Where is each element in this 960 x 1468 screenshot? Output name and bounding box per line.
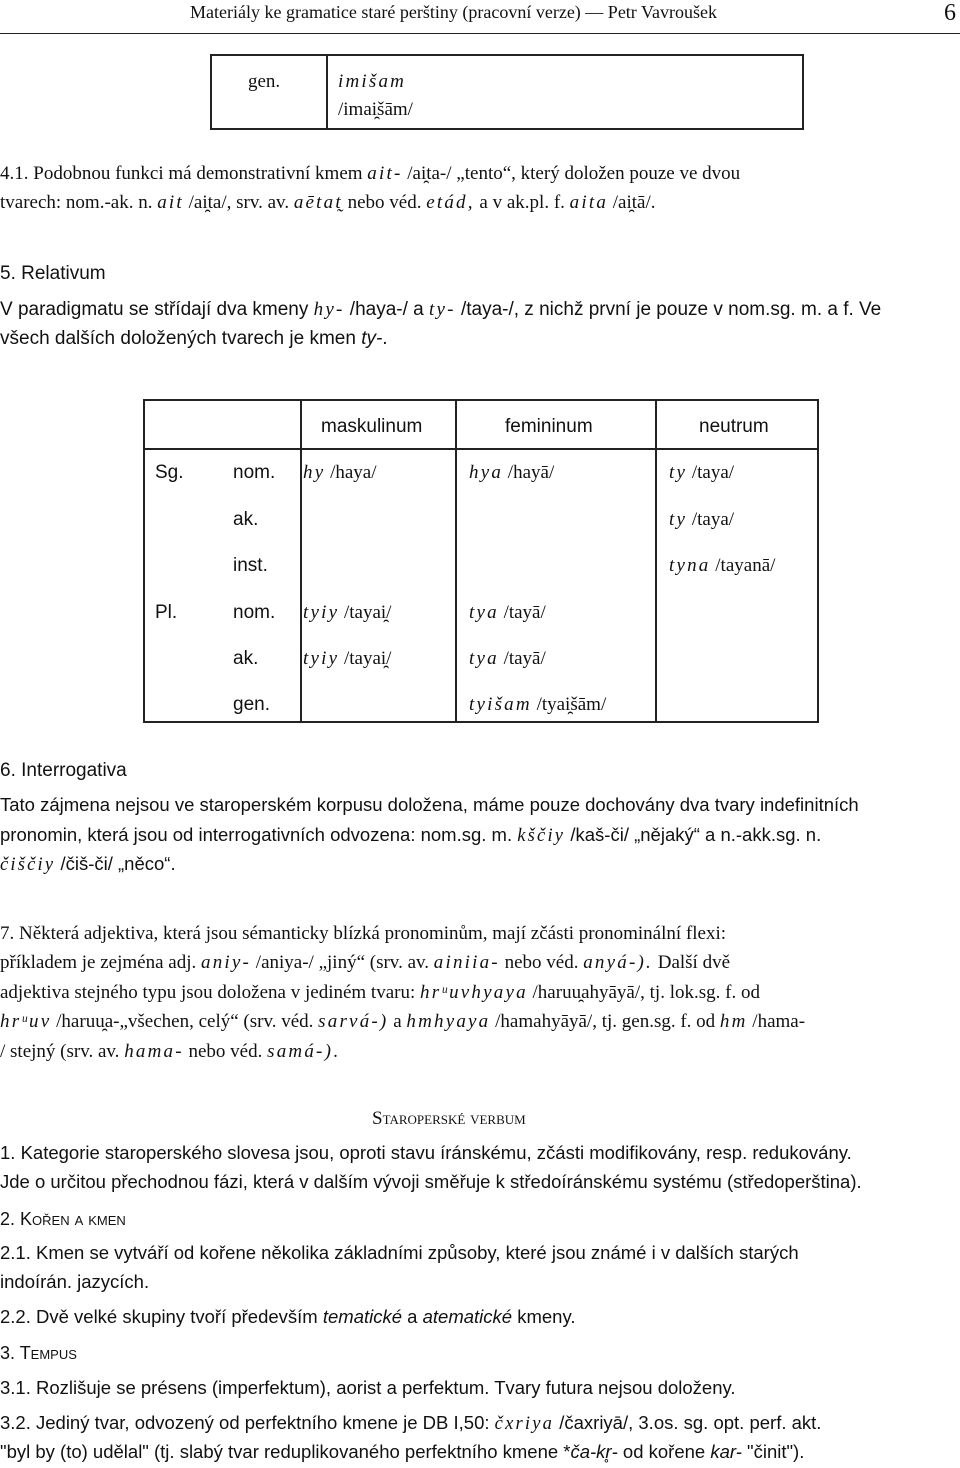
term: hya bbox=[469, 462, 504, 483]
form-cell bbox=[469, 461, 554, 485]
term: tya bbox=[469, 602, 499, 623]
term: čxriya bbox=[494, 1414, 555, 1434]
text: kmeny. bbox=[512, 1306, 576, 1327]
term: ty bbox=[669, 462, 688, 483]
translit: /tayanā/ bbox=[710, 555, 776, 576]
term: ča-kr̥- bbox=[570, 1441, 618, 1462]
table-divider bbox=[326, 56, 328, 128]
verbum-p21-line-2: indoírán. jazycích. bbox=[0, 1271, 150, 1292]
text: /kaš-či/ „nějaký“ a n.-akk.sg. n. bbox=[565, 824, 822, 845]
text: příkladem je zejména adj. bbox=[0, 952, 201, 973]
verbum-p22 bbox=[0, 1305, 960, 1329]
text: /hamahyāyā/, tj. gen.sg. f. od bbox=[490, 1011, 720, 1032]
section-6-line-1: Tato zájmena nejsou ve staroperském korpusu doložena, máme pouze dochovány dva tvary indefinitních bbox=[0, 794, 859, 815]
text: nebo véd. bbox=[342, 192, 427, 213]
text: 4.1. Podobnou funkci má demonstrativní kmem bbox=[0, 163, 368, 184]
case-label: ak. bbox=[233, 648, 259, 669]
text: /čaxriyā/, 3.os. sg. opt. perf. akt. bbox=[554, 1412, 822, 1433]
section-5-heading: 5. Relativum bbox=[0, 263, 106, 284]
text: pronomin, která jsou od interrogativních odvozena: nom.sg. m. bbox=[0, 824, 518, 845]
case-label: ak. bbox=[233, 509, 259, 530]
term: hrᵘuv bbox=[0, 1011, 52, 1032]
translit: /tayai̯/ bbox=[339, 648, 392, 669]
verbum-p1-line-1: 1. Kategorie staroperského slovesa jsou, oproti stavu íránskému, zčásti modifikovány, resp. redukovány. bbox=[0, 1142, 852, 1163]
term: ait bbox=[157, 192, 184, 213]
term: tyna bbox=[669, 555, 711, 576]
form-cell bbox=[303, 461, 377, 485]
text: . bbox=[382, 328, 388, 349]
term: ait- bbox=[367, 163, 403, 184]
term: tyiy bbox=[303, 648, 340, 669]
text: od kořene bbox=[617, 1441, 711, 1462]
term: hy bbox=[303, 462, 326, 483]
text: /taya-/, z nichž první je pouze v nom.sg. m. a f. Ve bbox=[455, 299, 882, 320]
translit: /tayai̯/ bbox=[339, 602, 392, 623]
form-cell bbox=[669, 461, 734, 485]
text: / stejný (srv. av. bbox=[0, 1041, 125, 1062]
text: /haya-/ a bbox=[344, 299, 430, 320]
term: atematické bbox=[422, 1306, 513, 1327]
term: sarvá-) bbox=[318, 1011, 389, 1032]
term: hm bbox=[719, 1011, 748, 1032]
table-case-label: gen. bbox=[248, 71, 281, 92]
verbum-p32-line-1 bbox=[0, 1411, 960, 1436]
section-5-line-2 bbox=[0, 327, 960, 351]
text: 3.2. Jediný tvar, odvozený od perfektního kmene je DB I,50: bbox=[0, 1412, 495, 1433]
text: a v ak.pl. f. bbox=[474, 192, 570, 213]
text: /čiš-či/ „něco“. bbox=[55, 853, 176, 874]
section-6-line-2 bbox=[0, 823, 960, 848]
term: hy- bbox=[313, 299, 345, 320]
section-7-line-5 bbox=[0, 1040, 960, 1064]
verbum-p21-line-1: 2.1. Kmen se vytváří od kořene několika základními způsoby, které jsou známé i v dalších starých bbox=[0, 1242, 799, 1263]
term: hmhyaya bbox=[406, 1011, 491, 1032]
text: /hama- bbox=[747, 1011, 806, 1032]
form-cell bbox=[469, 647, 546, 671]
header-maskulinum: maskulinum bbox=[321, 416, 423, 437]
term: tya bbox=[469, 648, 499, 669]
term: ty- bbox=[361, 328, 383, 349]
term: kar- bbox=[710, 1441, 742, 1462]
text: /ai̯ta-/ „tento“, který doložen pouze ve dvou bbox=[402, 163, 741, 184]
form-cell bbox=[669, 508, 734, 532]
text: /ai̯ta/, srv. av. bbox=[183, 192, 294, 213]
term: kščiy bbox=[517, 826, 566, 846]
verbum-p32-line-2 bbox=[0, 1440, 960, 1464]
term: aita bbox=[569, 192, 609, 213]
case-label: inst. bbox=[233, 555, 268, 576]
form-cell bbox=[669, 554, 775, 578]
term: samá-) bbox=[267, 1041, 334, 1062]
section-6-line-3 bbox=[0, 852, 960, 877]
text: V paradigmatu se střídají dva kmeny bbox=[0, 299, 314, 320]
genitive-table bbox=[210, 54, 804, 130]
table-translit: /imai̯šām/ bbox=[338, 99, 413, 120]
term: hama- bbox=[124, 1041, 184, 1062]
section-6-heading: 6. Interrogativa bbox=[0, 760, 127, 781]
page-number: 6 bbox=[944, 0, 956, 26]
verbum-section-2-heading: 2. Kořen a kmen bbox=[0, 1209, 126, 1229]
term: tyišam bbox=[469, 694, 532, 715]
paragraph-4-1-line-1 bbox=[0, 162, 960, 186]
text: /aniya-/ „jiný“ (srv. av. bbox=[251, 952, 434, 973]
text: tvarech: nom.-ak. n. bbox=[0, 192, 158, 213]
verbum-section-3-heading: 3. Tempus bbox=[0, 1343, 77, 1363]
text: 2.2. Dvě velké skupiny tvoří především bbox=[0, 1306, 323, 1327]
term: ty- bbox=[429, 299, 456, 320]
verbum-p1-line-2: Jde o určitou přechodnou fázi, která v dalším vývoji směřuje k středoíránskému systému (středoperština). bbox=[0, 1171, 862, 1192]
text: /haruu̯a-„všechen, celý“ (srv. véd. bbox=[51, 1011, 319, 1032]
header-rule bbox=[0, 33, 960, 34]
header-femininum: femininum bbox=[505, 416, 593, 437]
header-neutrum: neutrum bbox=[699, 416, 769, 437]
text: nebo véd. bbox=[499, 952, 584, 973]
text: a bbox=[402, 1306, 423, 1327]
case-label: nom. bbox=[233, 462, 276, 483]
translit: /haya/ bbox=[325, 462, 377, 483]
translit: /hayā/ bbox=[503, 462, 555, 483]
section-5-line-1 bbox=[0, 298, 960, 322]
term: ainiia- bbox=[433, 952, 500, 973]
translit: /taya/ bbox=[687, 462, 735, 483]
section-7-line-3 bbox=[0, 981, 960, 1005]
form-cell bbox=[469, 693, 606, 717]
term: hrᵘuvhyaya bbox=[420, 982, 528, 1003]
translit: /taya/ bbox=[687, 509, 735, 530]
form-cell bbox=[303, 601, 391, 625]
term: aētat̰ bbox=[293, 192, 343, 213]
grid-line bbox=[145, 448, 817, 450]
term: ty bbox=[669, 509, 688, 530]
term: tematické bbox=[322, 1306, 403, 1327]
text: /ai̯tā/. bbox=[608, 192, 656, 213]
section-7-line-2 bbox=[0, 951, 960, 975]
verbum-heading: Staroperské verbum bbox=[372, 1108, 526, 1129]
translit: /tayā/ bbox=[498, 602, 546, 623]
form-cell bbox=[469, 601, 546, 625]
paragraph-4-1-line-2 bbox=[0, 191, 960, 215]
verbum-p31: 3.1. Rozlišuje se présens (imperfektum), aorist a perfektum. Tvary futura nejsou doloženy. bbox=[0, 1377, 736, 1398]
term: čiščiy bbox=[0, 855, 56, 875]
relative-paradigm-table bbox=[143, 399, 819, 723]
term: tyiy bbox=[303, 602, 340, 623]
term: anyá-). bbox=[583, 952, 653, 973]
number-pl: Pl. bbox=[155, 602, 178, 623]
term: etád, bbox=[426, 192, 475, 213]
running-title: Materiály ke gramatice staré perštiny (pracovní verze) — Petr Vavroušek bbox=[190, 2, 717, 22]
translit: /tayā/ bbox=[498, 648, 546, 669]
text: a bbox=[388, 1011, 407, 1032]
text: "byl by (to) udělal" (tj. slabý tvar reduplikovaného perfektního kmene * bbox=[0, 1441, 571, 1462]
text: adjektiva stejného typu jsou doložena v jediném tvaru: bbox=[0, 982, 421, 1003]
form-cell bbox=[303, 647, 391, 671]
text: . bbox=[333, 1041, 338, 1062]
case-label: gen. bbox=[233, 694, 270, 715]
case-label: nom. bbox=[233, 602, 276, 623]
section-7-line-1: 7. Některá adjektiva, která jsou sémanticky blízká pronominům, mají zčásti pronominální flexi: bbox=[0, 923, 727, 944]
translit: /tyai̯šām/ bbox=[531, 694, 607, 715]
text: nebo véd. bbox=[183, 1041, 268, 1062]
number-sg: Sg. bbox=[155, 462, 184, 483]
text: Další dvě bbox=[652, 952, 731, 973]
section-7-line-4 bbox=[0, 1010, 960, 1034]
text: /haruu̯ahyāyā/, tj. lok.sg. f. od bbox=[527, 982, 760, 1003]
table-form: imišam bbox=[338, 71, 407, 92]
text: "činit"). bbox=[741, 1441, 805, 1462]
term: aniy- bbox=[201, 952, 252, 973]
text: všech dalších doložených tvarech je kmen bbox=[0, 328, 362, 349]
